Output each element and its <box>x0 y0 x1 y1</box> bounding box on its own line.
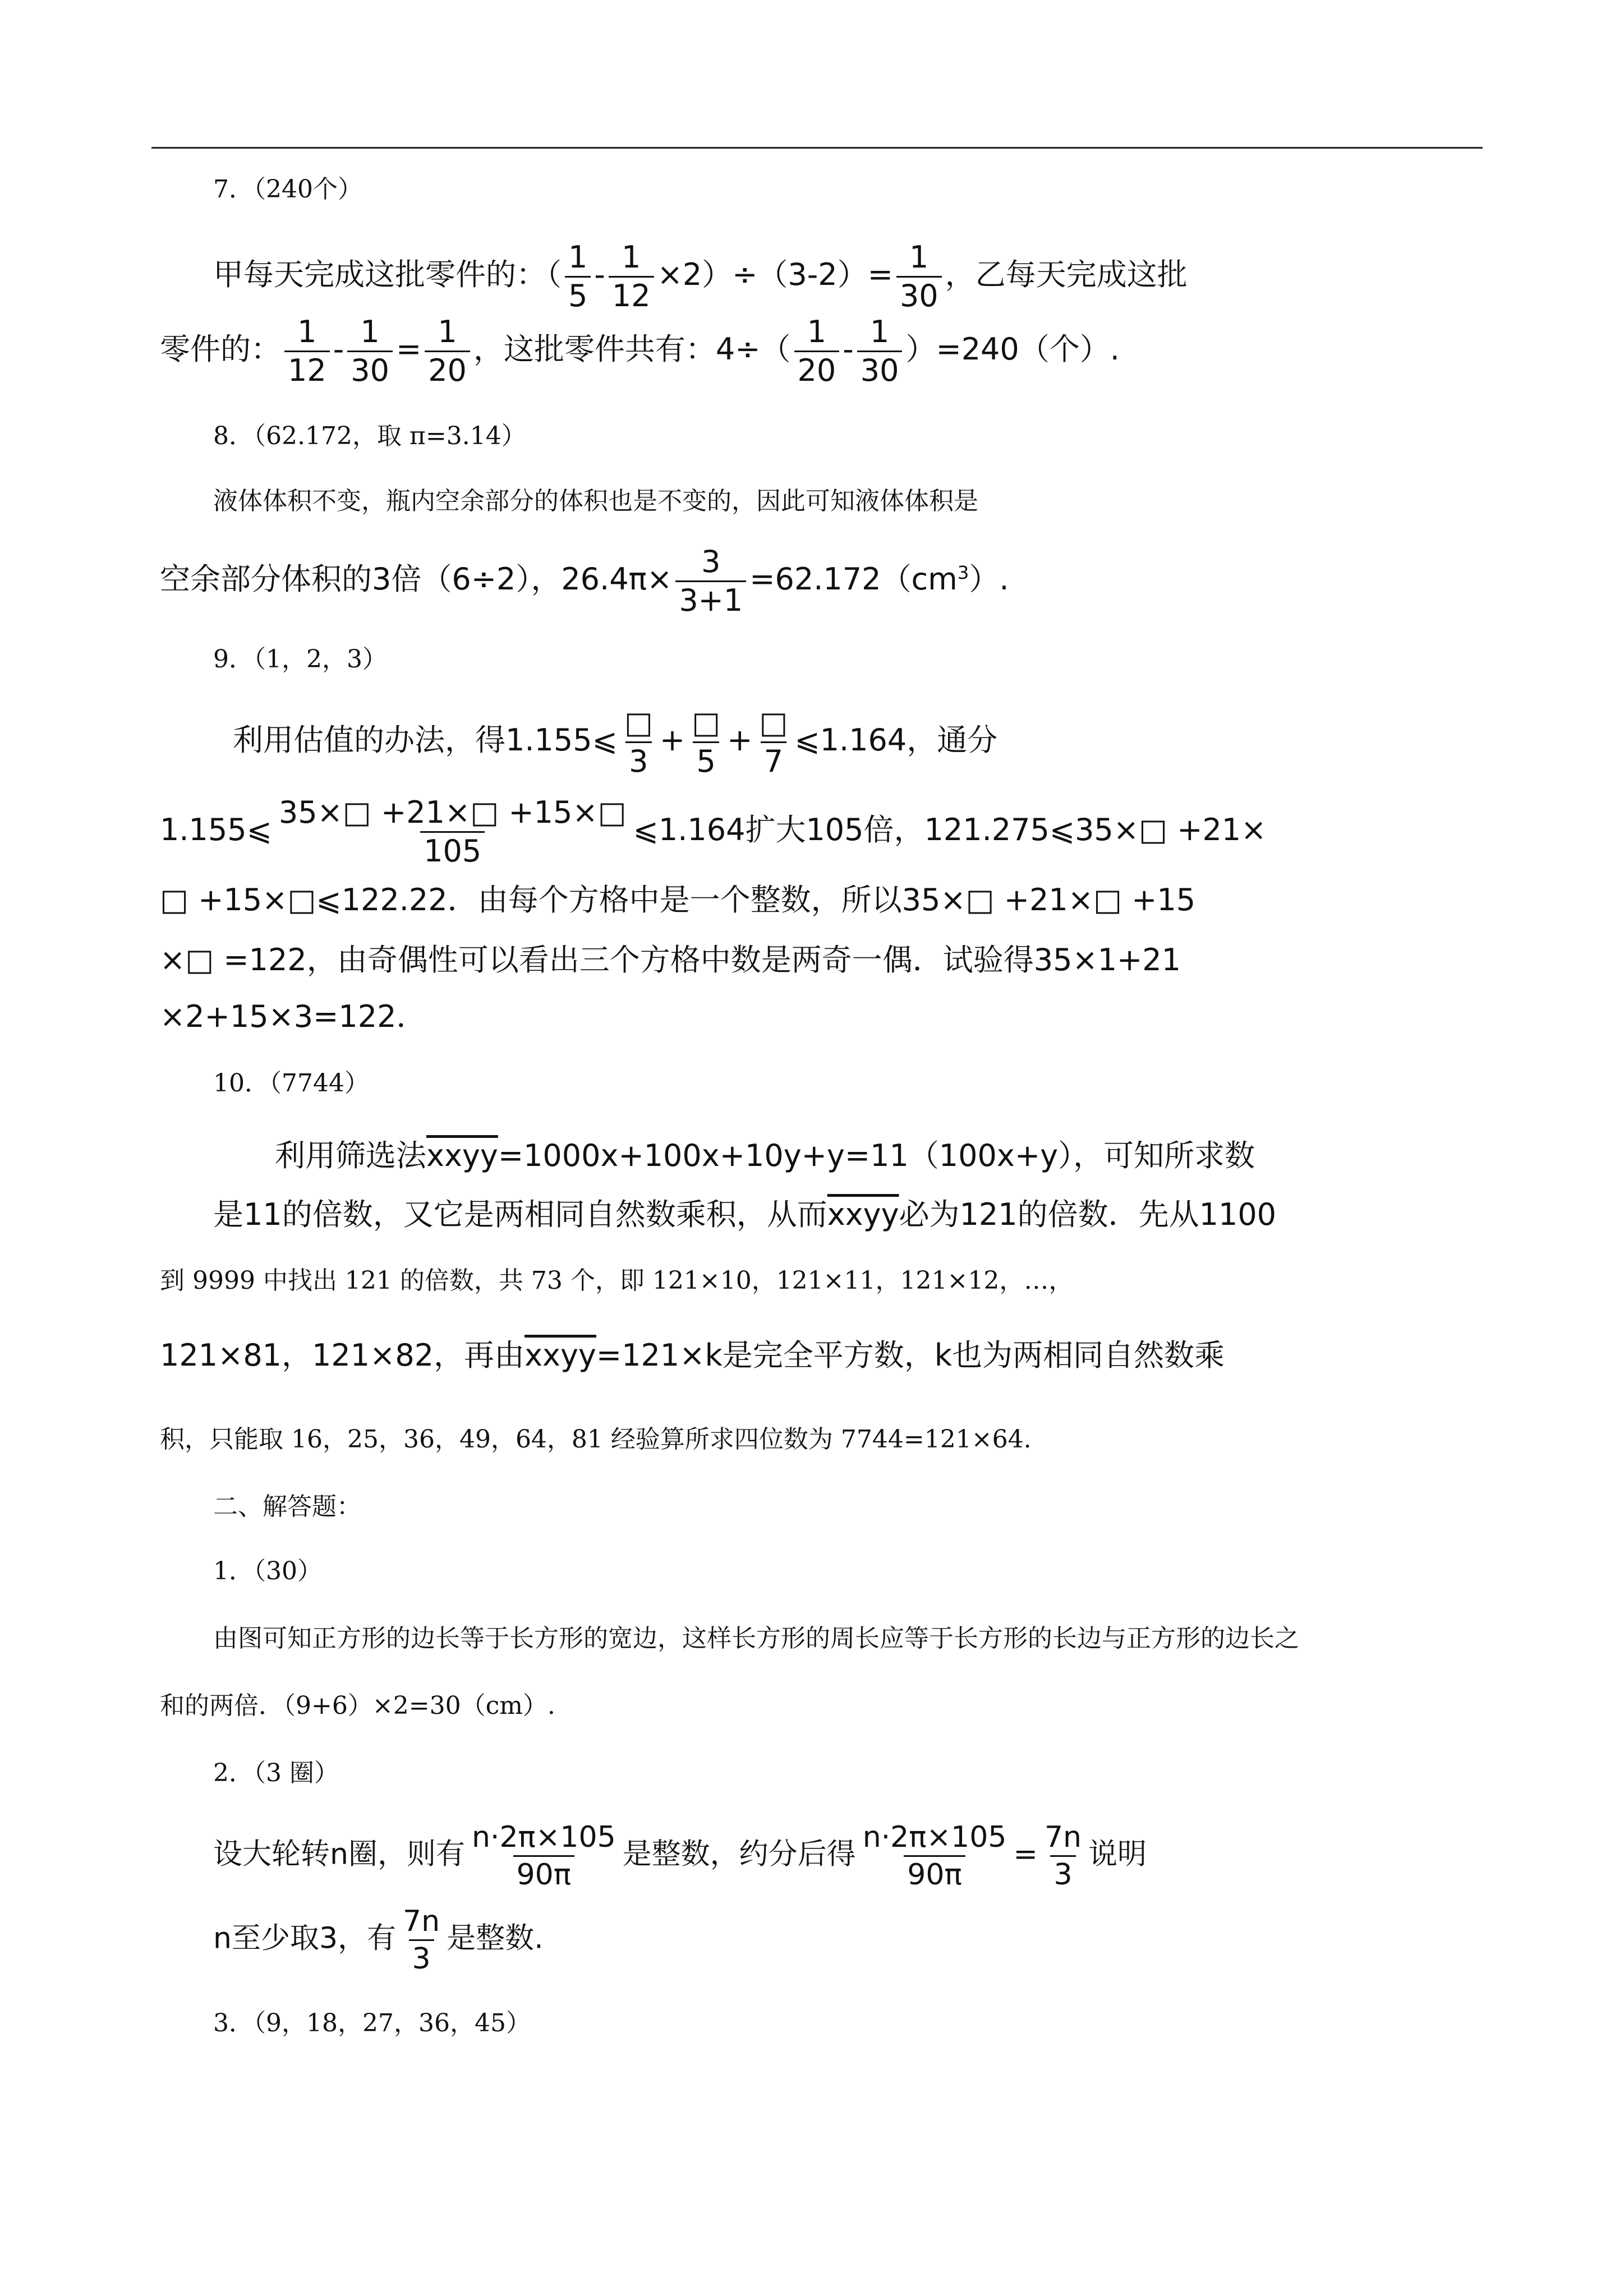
p2-heading: 2．（3 圈） <box>213 1759 339 1787</box>
fraction: $\frac{1}{12}$ <box>609 242 654 311</box>
q10-line-3: 到 9999 中找出 121 的倍数，共 73 个，即 121×10，121×11，121×12，…， <box>160 1266 1074 1295</box>
q8-heading: 8．（62.172，取 π=3.14） <box>213 422 526 450</box>
fraction: $\frac{1}{20}$ <box>794 317 840 386</box>
q9-heading: 9．（1，2，3） <box>213 645 387 674</box>
q7-line-1: 甲每天完成这批零件的：（ $\frac{1}{5}$ - $\frac{1}{12}$ ×2）÷（3-2）= $\frac{1}{30}$ ，乙每天完成这批 <box>213 239 1188 313</box>
fraction: $\frac{3}{3+1}$ <box>675 547 746 616</box>
q8-line-2: 空余部分体积的3倍（6÷2），26.4π× $\frac{3}{3+1}$ $=62.172(cm^3)$. <box>160 544 1009 618</box>
q9-line-1: 利用估值的办法，得1.155⩽ $\frac{□}{3}$ + $\frac{□}{5}$ + $\frac{□}{7}$ ⩽1.164，通分 <box>233 705 998 779</box>
p1-line-1: 由图可知正方形的边长等于长方形的宽边，这样长方形的周长应等于长方形的长边与正方形的边长之 <box>213 1624 1299 1653</box>
q10-line-1: 利用筛选法xxyy=1000x+100x+10y+y=11（100x+y），可知所求数 <box>275 1138 1255 1173</box>
q10-line-4: 121×81，121×82，再由xxyy=121×k是完全平方数，k也为两相同自然数乘 <box>160 1338 1225 1373</box>
fraction: $\frac{1}{30}$ <box>347 317 393 386</box>
q10-line-5: 积，只能取 16，25，36，49，64，81 经验算所求四位数为 7744=121×64. <box>160 1425 1032 1454</box>
fraction: $\frac{□}{3}$ <box>624 705 653 779</box>
p1-line-2: 和的两倍．（9+6）×2=30（cm）. <box>160 1691 555 1720</box>
q10-heading: 10．（7744） <box>213 1069 369 1098</box>
fraction: $\frac{□}{5}$ <box>692 705 721 779</box>
fraction: $\frac{1}{5}$ <box>565 242 591 311</box>
fraction: $\frac{1}{20}$ <box>425 317 470 386</box>
fraction: $\frac{□}{7}$ <box>759 705 788 779</box>
fraction: $\frac{1}{30}$ <box>896 242 942 311</box>
section-2-heading: 二、解答题： <box>213 1492 361 1521</box>
q9-line-3: □ +15×□⩽122.22．由每个方格中是一个整数，所以35×□ +21×□ +15 <box>160 882 1196 918</box>
p1-heading: 1．（30） <box>213 1557 322 1585</box>
fraction: $\frac{1}{12}$ <box>284 317 330 386</box>
fraction: $\frac{1}{30}$ <box>857 317 903 386</box>
p3-heading: 3．（9，18，27，36，45） <box>213 2009 531 2037</box>
q9-line-2: 1.155⩽ $\frac{35\times□ +21\times□ +15\times□}{105}$ ⩽1.164扩大105倍，121.275⩽35×□ +21× <box>160 795 1267 869</box>
q7-line-2: 零件的： $\frac{1}{12}$ - $\frac{1}{30}$ = $\frac{1}{20}$ ，这批零件共有：4÷（ $\frac{1}{20}$ - $\frac{1}{30}$ ）=240（个）. <box>160 314 1120 388</box>
q7-heading: 7．（240个） <box>213 175 362 204</box>
q8-line-1: 液体体积不变，瓶内空余部分的体积也是不变的，因此可知液体体积是 <box>213 487 978 515</box>
header-rule <box>151 147 1483 149</box>
fraction: $\frac{35\times□ +21\times□ +15\times□}{105}$ <box>278 795 627 869</box>
q9-line-5: ×2+15×3=122． <box>160 999 427 1034</box>
q10-line-2: 是11的倍数，又它是两相同自然数乘积，从而xxyy必为121的倍数．先从1100 <box>213 1197 1277 1232</box>
fraction: $\frac{7n}{3}$ <box>1044 1820 1082 1892</box>
p2-line-2: n至少取3，有 $\frac{7n}{3}$ 是整数. <box>213 1905 544 1976</box>
fraction: $\frac{7n}{3}$ <box>403 1905 440 1976</box>
p2-line-1: 设大轮转n圈，则有 $\frac{n\cdot 2\pi\times 105}{90\pi}$ 是整数，约分后得 $\frac{n\cdot 2\pi\times 105}{90\pi}$ = $\frac{7n}{3}$ 说明 <box>213 1820 1147 1892</box>
fraction: $\frac{n\cdot 2\pi\times 105}{90\pi}$ <box>471 1820 616 1892</box>
q9-line-4: ×□ =122，由奇偶性可以看出三个方格中数是两奇一偶．试验得35×1+21 <box>160 942 1181 978</box>
fraction: $\frac{n\cdot 2\pi\times 105}{90\pi}$ <box>862 1820 1007 1892</box>
